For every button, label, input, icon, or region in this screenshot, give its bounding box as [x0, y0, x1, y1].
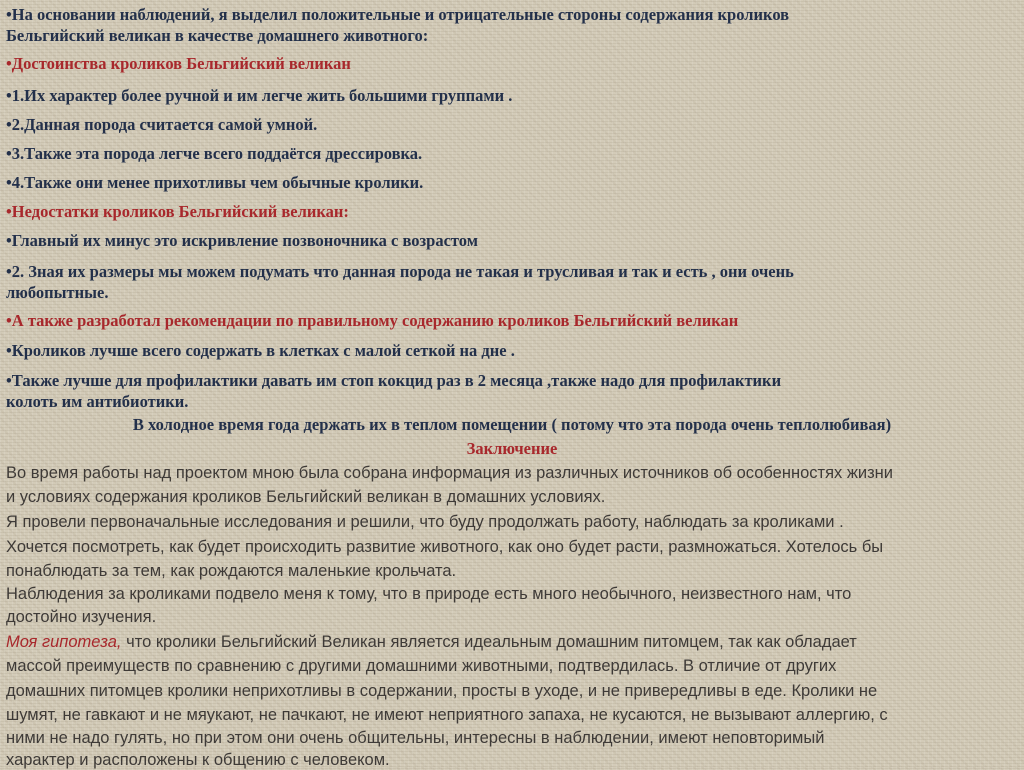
advantage-item-3: •3.Также эта порода легче всего поддаётся дрессировка. — [6, 144, 423, 163]
conclusion-p4-line-6: характер и расположены к общению с человеком. — [6, 751, 390, 769]
advantages-heading: •Достоинства кроликов Бельгийский великан — [6, 54, 351, 73]
conclusion-p4-line-5: ними не надо гулять, но при этом они очень общительны, интересны в наблюдении, имеют неповторимый — [6, 729, 825, 747]
conclusion-p4-line-2: массой преимуществ по сравнению с другими домашними животными, подтвердилась. В отличие от других — [6, 657, 837, 675]
recommendation-item-2-line-2: колоть им антибиотики. — [6, 392, 189, 411]
advantage-item-2: •2.Данная порода считается самой умной. — [6, 115, 318, 134]
recommendation-item-3: В холодное время года держать их в теплом помещении ( потому что эта порода очень теплолюбивая) — [132, 415, 892, 434]
intro-line-1: •На основании наблюдений, я выделил положительные и отрицательные стороны содержания кроликов — [6, 5, 790, 24]
conclusion-p2-line-1: Я провели первоначальные исследования и решили, что буду продолжать работу, наблюдать за кроликами . — [6, 513, 844, 531]
disadvantage-item-1: •Главный их минус это искривление позвоночника с возрастом — [6, 231, 478, 250]
disadvantages-heading: •Недостатки кроликов Бельгийский великан: — [6, 202, 349, 221]
recommendations-heading: •А также разработал рекомендации по правильному содержанию кроликов Бельгийский великан — [6, 311, 739, 330]
conclusion-heading: Заключение — [466, 439, 558, 458]
conclusion-p2-line-3: понаблюдать за тем, как рождаются маленькие крольчата. — [6, 562, 457, 580]
intro-line-2: Бельгийский великан в качестве домашнего животного: — [6, 26, 429, 45]
advantage-item-1: •1.Их характер более ручной и им легче жить большими группами . — [6, 86, 513, 105]
conclusion-p1-line-1: Во время работы над проектом мною была собрана информация из различных источников об особенностях жизни — [6, 464, 893, 482]
conclusion-p4-line-1-text: что кролики Бельгийский Великан является идеальным домашним питомцем, так как обладает — [121, 633, 857, 651]
disadvantage-item-2-line-2: любопытные. — [6, 283, 109, 302]
recommendation-item-1: •Кроликов лучше всего содержать в клетках с малой сеткой на дне . — [6, 341, 515, 360]
hypothesis-label: Моя гипотеза, — [6, 633, 122, 651]
conclusion-p2-line-2: Хочется посмотреть, как будет происходить развитие животного, как оно будет расти, размножаться. Хотелось бы — [6, 538, 884, 556]
conclusion-p3-line-1: Наблюдения за кроликами подвело меня к тому, что в природе есть много необычного, неизвестного нам, что — [6, 585, 852, 603]
conclusion-p1-line-2: и условиях содержания кроликов Бельгийский великан в домашних условиях. — [6, 488, 606, 506]
conclusion-p4-line-1 — [6, 632, 857, 652]
disadvantage-item-2-line-1: •2. Зная их размеры мы можем подумать что данная порода не такая и трусливая и так и есть , они очень — [6, 262, 794, 281]
conclusion-p4-line-3: домашних питомцев кролики неприхотливы в содержании, просты в уходе, и не привередливы в еде. Кролики не — [6, 682, 878, 700]
conclusion-p3-line-2: достойно изучения. — [6, 608, 157, 626]
advantage-item-4: •4.Также они менее прихотливы чем обычные кролики. — [6, 173, 424, 192]
recommendation-item-2-line-1: •Также лучше для профилактики давать им стоп кокцид раз в 2 месяца ,также надо для профилактики — [6, 371, 782, 390]
conclusion-p4-line-4: шумят, не гавкают и не мяукают, не пачкают, не имеют неприятного запаха, не кусаются, не вызывают аллергию, с — [6, 706, 888, 724]
